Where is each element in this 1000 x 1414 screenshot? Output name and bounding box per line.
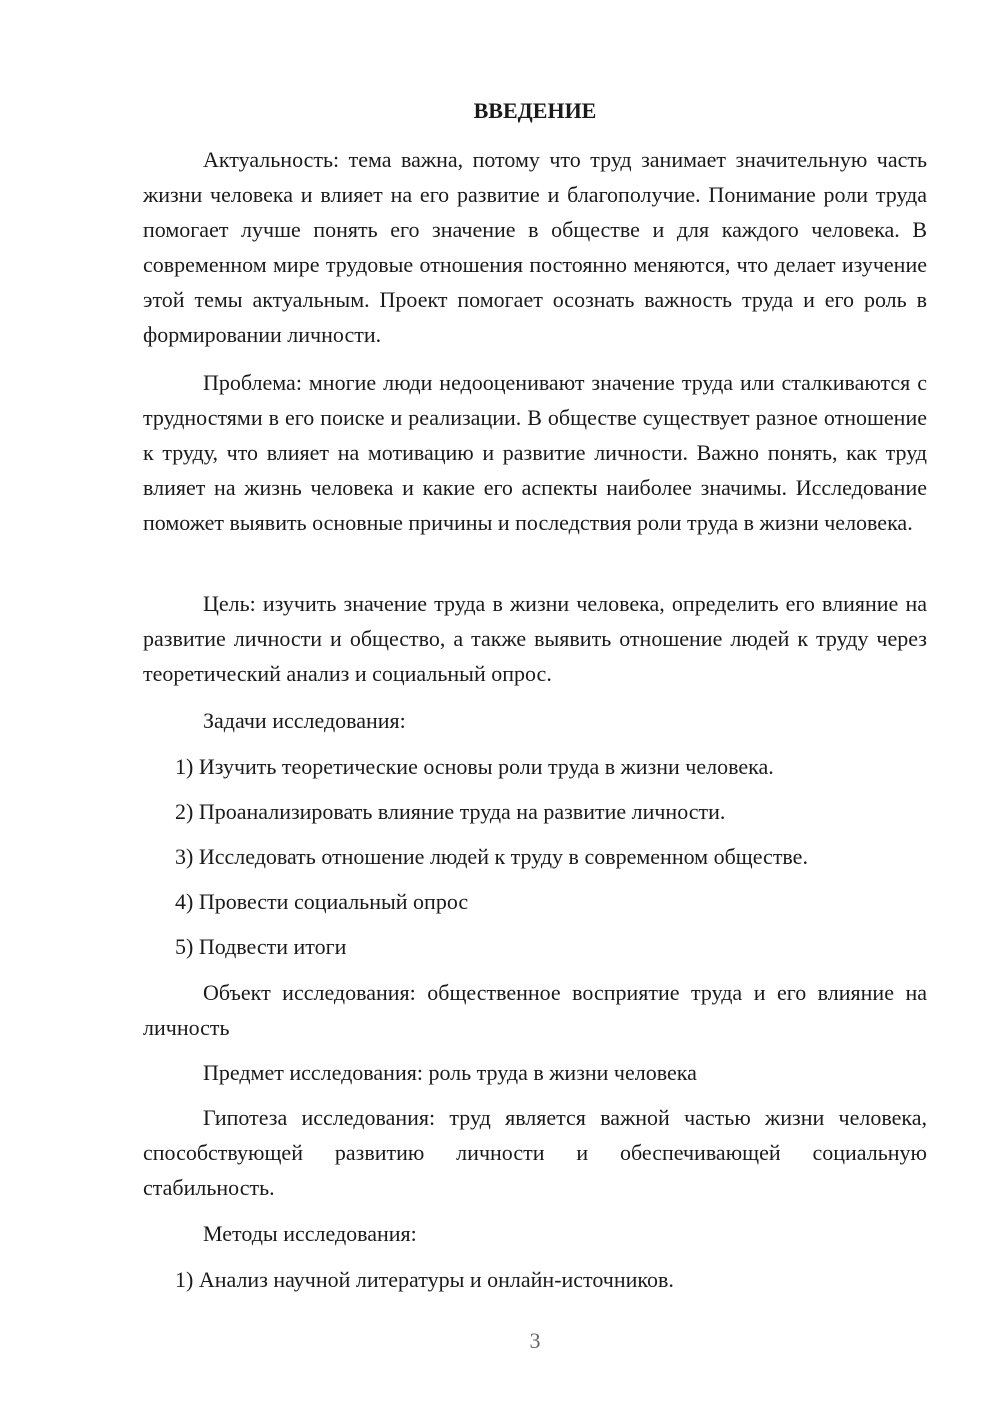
problem-paragraph: Проблема: многие люди недооценивают значение труда или сталкиваются с трудностями в его поиске и реализации. В обществе существует разное отношение к труду, что влияет на мотивацию и развитие личности. Важно понять, как труд влияет на жизнь человека и какие его аспекты наиболее значимы. Исследование поможет выявить основные причины и последствия роли труда в жизни человека. <box>143 370 927 535</box>
relevance-paragraph: Актуальность: тема важна, потому что труд занимает значительную часть жизни человека и влияет на его развитие и благополучие. Понимание роли труда помогает лучше понять его значение в обществе и для каждого человека. В современном мире трудовые отношения постоянно меняются, что делает изучение этой темы актуальным. Проект помогает осознать важность труда и его роль в формировании личности. <box>143 147 927 347</box>
method-item: 1) Анализ научной литературы и онлайн-источников. <box>175 1267 674 1292</box>
hypothesis-paragraph: Гипотеза исследования: труд является важной частью жизни человека, способствующей развитию личности и обеспечивающей социальную стабильность. <box>143 1105 927 1200</box>
task-item: 4) Провести социальный опрос <box>175 889 469 914</box>
task-item: 1) Изучить теоретические основы роли труда в жизни человека. <box>175 754 774 779</box>
object-paragraph: Объект исследования: общественное восприятие труда и его влияние на личность <box>143 980 927 1040</box>
section-title: ВВЕДЕНИЕ <box>473 98 597 123</box>
task-item: 3) Исследовать отношение людей к труду в современном обществе. <box>175 844 808 869</box>
task-item: 2) Проанализировать влияние труда на развитие личности. <box>175 799 726 824</box>
page-number: 3 <box>529 1328 541 1353</box>
subject-paragraph: Предмет исследования: роль труда в жизни человека <box>203 1060 697 1085</box>
task-item: 5) Подвести итоги <box>175 934 347 959</box>
methods-heading: Методы исследования: <box>203 1221 417 1246</box>
tasks-heading: Задачи исследования: <box>203 708 406 733</box>
goal-paragraph: Цель: изучить значение труда в жизни человека, определить его влияние на развитие личности и общество, а также выявить отношение людей к труду через теоретический анализ и социальный опрос. <box>143 591 927 686</box>
